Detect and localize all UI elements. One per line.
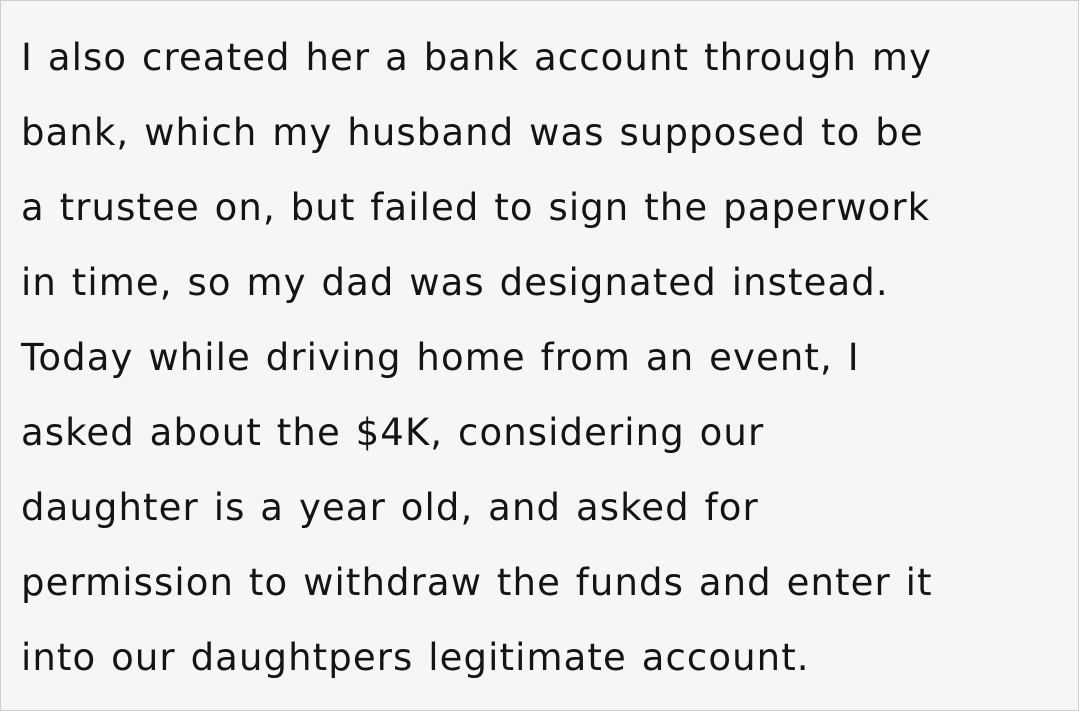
text-line: into our daughtpers legitimate account. bbox=[21, 636, 810, 679]
text-line: bank, which my husband was supposed to be bbox=[21, 111, 924, 154]
text-line: asked about the $4K, considering our bbox=[21, 411, 765, 454]
text-line: daughter is a year old, and asked for bbox=[21, 486, 759, 529]
text-line: Today while driving home from an event, I bbox=[21, 336, 860, 379]
post-text bbox=[21, 20, 1071, 695]
text-line: I also created her a bank account through my bbox=[21, 36, 933, 79]
text-line: permission to withdraw the funds and enter it bbox=[21, 561, 933, 604]
text-line: in time, so my dad was designated instead. bbox=[21, 261, 889, 304]
text-line: a trustee on, but failed to sign the paperwork bbox=[21, 186, 931, 229]
